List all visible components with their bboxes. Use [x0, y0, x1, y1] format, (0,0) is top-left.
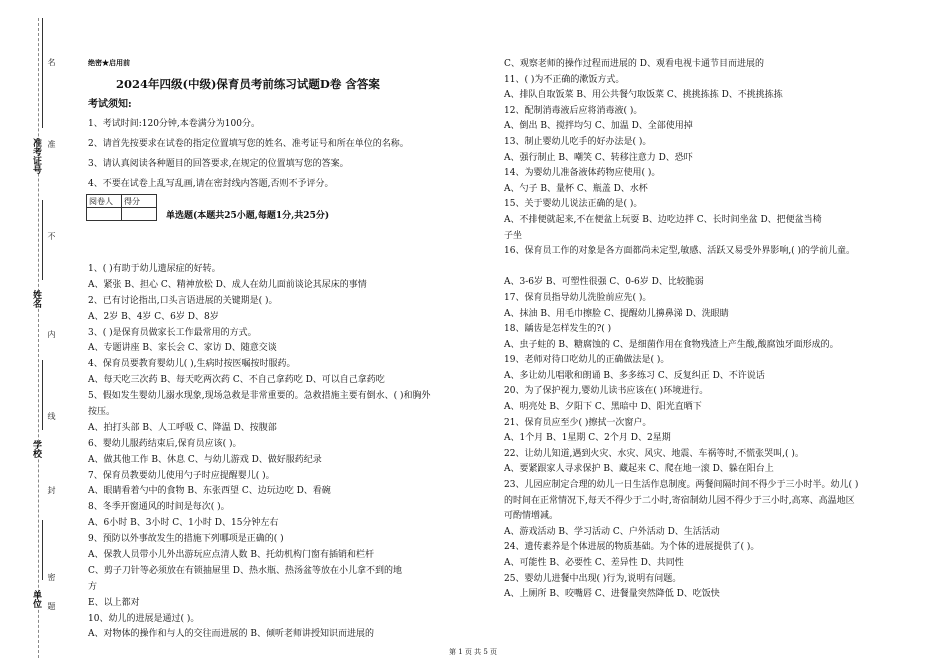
question-line: A、上厕所 B、咬嘴唇 C、进餐量突然降低 D、吃饭快 — [504, 589, 720, 600]
secret-mark: 绝密★启用前 — [88, 58, 130, 67]
question-line — [504, 260, 934, 276]
margin-mark: 封 — [47, 486, 56, 494]
question-line: A、专题讲座 B、家长会 C、家访 D、随意交谈 — [88, 343, 277, 354]
fill-line-exam-id — [42, 18, 43, 128]
question-line: 18、龋齿是怎样发生的?( ) — [504, 324, 612, 335]
question-line: A、排队自取饭菜 B、用公共餐勺取饭菜 C、挑挑拣拣 D、不挑挑拣拣 — [504, 90, 783, 101]
question-line: A、2岁 B、4岁 C、6岁 D、8岁 — [88, 311, 219, 322]
question-line: 22、让幼儿知道,遇到火灾、水灾、风灾、地震、车祸等时,不慌张哭叫,( )。 — [504, 448, 804, 459]
margin-mark: 密 — [47, 573, 56, 581]
question-line: A、对物体的操作和与人的交往而进展的 B、倾听老师讲授知识而进展的 — [88, 629, 374, 640]
right-question-column — [504, 57, 934, 603]
question-line: A、拍打头部 B、人工呼吸 C、降温 D、按腹部 — [88, 422, 277, 433]
binding-dashed-line — [38, 18, 39, 658]
question-line: A、6小时 B、3小时 C、1小时 D、15分钟左右 — [88, 518, 279, 529]
score-table-score-header: 得分 — [122, 195, 157, 208]
question-line: A、3-6岁 B、可塑性很强 C、0-6岁 D、比较脆弱 — [504, 277, 704, 288]
left-question-column — [88, 262, 493, 643]
fill-line-school — [42, 360, 43, 430]
question-line: 12、配制消毒液后应将消毒液( )。 — [504, 105, 643, 116]
question-line: 8、冬季开窗通风的时间是每次( )。 — [88, 502, 230, 513]
margin-mark: 名 — [47, 58, 56, 66]
question-line: A、每天吃三次药 B、每天吃两次药 C、不自己拿药吃 D、可以自己拿药吃 — [88, 375, 385, 386]
question-line: A、眼睛看着勺中的食物 B、东张西望 C、边玩边吃 D、看碗 — [88, 486, 331, 497]
label-name: 姓名 — [31, 290, 41, 308]
notice-item: 2、请首先按要求在试卷的指定位置填写您的姓名、准考证号和所在单位的名称。 — [88, 139, 409, 149]
section-heading: 单选题(本题共25小题,每题1分,共25分) — [166, 211, 330, 221]
question-line: 14、为婴幼儿准备液体药物应使用( )。 — [504, 168, 661, 179]
question-line: 20、为了保护视力,婴幼儿读书应该在( )环境进行。 — [504, 386, 709, 397]
question-line: 3、( )是保育员做家长工作最常用的方式。 — [88, 327, 257, 338]
question-line: 2、已有讨论指出,口头言语进展的关键期是( )。 — [88, 295, 278, 306]
margin-mark: 准 — [47, 140, 56, 148]
score-table — [86, 194, 157, 221]
question-line: A、1个月 B、1星期 C、2个月 D、2星期 — [504, 433, 671, 444]
page-title: 2024年四级(中级)保育员考前练习试题D卷 含答案 — [116, 77, 380, 91]
notice-item: 3、请认真阅读各种题目的回答要求,在规定的位置填写您的答案。 — [88, 159, 349, 169]
score-table-grader-cell — [87, 208, 122, 221]
question-line: 方 — [88, 581, 98, 592]
notice-heading: 考试须知: — [88, 99, 132, 110]
question-line: 7、保育员教要幼儿使用勺子时应提醒婴儿( )。 — [88, 470, 275, 481]
question-line: E、以上都对 — [88, 597, 140, 608]
question-line: 1、( )有助于幼儿遗尿症的好转。 — [88, 264, 221, 274]
question-line: 4、保育员要教育婴幼儿( ),生病时按医嘱按时服药。 — [88, 359, 296, 370]
fill-line-unit — [42, 520, 43, 580]
question-line: 可酌情增减。 — [504, 511, 559, 522]
question-line: 子坐 — [504, 230, 523, 241]
question-line: 6、婴幼儿服药结束后,保育员应该( )。 — [88, 438, 242, 449]
margin-mark: 线 — [47, 412, 56, 420]
question-line: 的时间在正常情况下,每天不得少于二小时,寄宿制幼儿园不得少于三小时,高寒、高温地区 — [504, 495, 855, 506]
notice-item: 4、不要在试卷上乱写乱画,请在密封线内答题,否则不予评分。 — [88, 179, 334, 189]
question-line: 24、遗传素养是个体进展的物质基础。为个体的进展提供了( )。 — [504, 542, 760, 553]
question-line: A、抹油 B、用毛巾擦脸 C、提醒幼儿擤鼻涕 D、洗眼睛 — [504, 308, 729, 319]
question-line: A、虫子蛀的 B、糖腐蚀的 C、是细菌作用在食物残渣上产生酸,酸腐蚀牙面形成的。 — [504, 339, 839, 350]
question-line: C、剪子刀针等必须放在有锁抽屉里 D、热水瓶、热汤盆等放在小儿拿不到的地 — [88, 565, 402, 576]
question-line: A、紧张 B、担心 C、精神放松 D、成人在幼儿面前谈论其尿床的事情 — [88, 279, 367, 290]
question-line: 23、儿园应制定合理的幼儿一日生活作息制度。两餐间隔时间不得少于三小时半。幼儿( ) — [504, 480, 859, 491]
margin-mark: 题 — [47, 602, 56, 610]
fill-line-name — [42, 200, 43, 280]
question-line: 10、幼儿的进展是通过( )。 — [88, 613, 200, 624]
question-line: A、要紧跟家人寻求保护 B、藏起来 C、爬在地一滚 D、躲在阳台上 — [504, 464, 774, 475]
question-line: 16、保育员工作的对象是各方面都尚未定型,敏感、活跃又易受外界影响,( )的学前儿童。 — [504, 246, 856, 257]
score-table-score-cell — [122, 208, 157, 221]
question-line: A、游戏活动 B、学习活动 C、户外活动 D、生活活动 — [504, 526, 720, 537]
question-line: A、倒出 B、搅拌均匀 C、加温 D、全部使用掉 — [504, 121, 693, 132]
margin-mark: 内 — [47, 330, 56, 338]
question-line: 13、制止婴幼儿吃手的好办法是( )。 — [504, 136, 652, 147]
question-line: 15、关于婴幼儿说法正确的是( )。 — [504, 199, 643, 210]
question-line: 25、婴幼儿进餐中出现( )行为,说明有问题。 — [504, 573, 682, 584]
question-line: 19、老师对待口吃幼儿的正确做法是( )。 — [504, 355, 670, 366]
question-line: 21、保育员应至少( )擦拭一次窗户。 — [504, 417, 652, 428]
question-line: A、勺子 B、量杯 C、瓶盖 D、水杯 — [504, 183, 648, 194]
question-line: 5、假如发生婴幼儿溺水现象,现场急救是非常重要的。急救措施主要有倒水、( )和胸外 — [88, 391, 431, 402]
notice-item: 1、考试时间:120分钟,本卷满分为100分。 — [88, 119, 260, 129]
question-line: 11、( )为不正确的漱饭方式。 — [504, 74, 625, 85]
question-line: A、可能性 B、必要性 C、差异性 D、共同性 — [504, 558, 684, 568]
page-number: 第 1 页 共 5 页 — [449, 648, 498, 656]
question-line: C、观察老师的操作过程而进展的 D、观看电视卡通节目而进展的 — [504, 59, 764, 69]
question-line: 9、预防以外事故发生的措施下列哪项是正确的( ) — [88, 534, 284, 545]
question-line: A、明亮处 B、夕阳下 C、黑暗中 D、阳光直晒下 — [504, 402, 702, 413]
question-line: A、强行制止 B、嘲笑 C、转移注意力 D、恐吓 — [504, 152, 693, 163]
label-school: 学校 — [31, 440, 41, 458]
question-line: 17、保育员指导幼儿洗脸前应先( )。 — [504, 292, 652, 303]
question-line: A、保教人员带小儿外出游玩应点清人数 B、托幼机构门窗有插销和栏杆 — [88, 550, 374, 561]
label-unit: 单位 — [31, 590, 41, 608]
question-line: A、不排便就起来,不在便盆上玩耍 B、边吃边拌 C、长时间坐盆 D、把便盆当椅 — [504, 214, 822, 225]
label-exam-id: 准考证号 — [31, 138, 41, 174]
score-table-grader-header: 阅卷人 — [87, 195, 122, 208]
margin-mark: 不 — [47, 232, 56, 240]
question-line: 按压。 — [88, 407, 116, 418]
question-line: A、多让幼儿唱歌和朗诵 B、多多练习 C、反复纠正 D、不许说话 — [504, 370, 765, 381]
question-line: A、做其他工作 B、休息 C、与幼儿游戏 D、做好服药纪录 — [88, 454, 322, 465]
